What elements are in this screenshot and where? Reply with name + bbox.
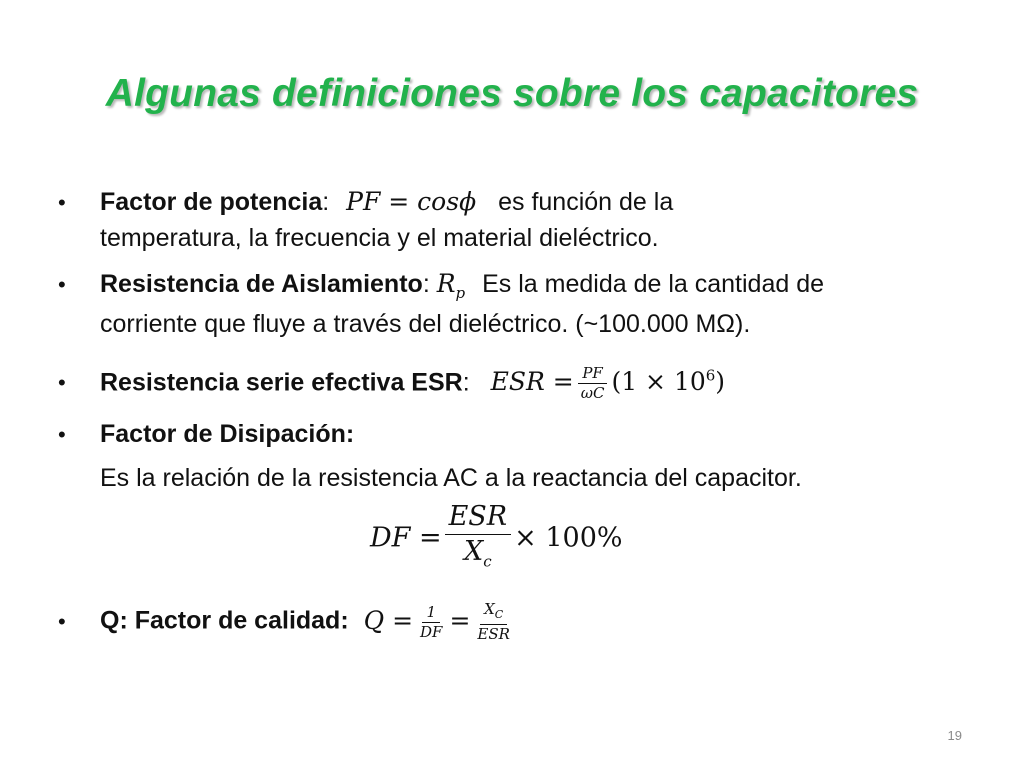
item-label: Q: Factor de calidad: bbox=[100, 606, 349, 635]
item-label: Resistencia de Aislamiento bbox=[100, 270, 423, 298]
df-fraction: $\frac{\text{ESR}}{X_c}$ bbox=[445, 500, 512, 578]
page-number: 19 bbox=[947, 728, 962, 743]
bullet-factor-disipacion bbox=[58, 416, 354, 453]
item-label: Resistencia serie efectiva ESR bbox=[100, 368, 463, 397]
df-formula: DF = $\frac{\text{ESR}}{X_c}$ × 100% bbox=[370, 500, 623, 578]
slide-title: Algunas definiciones sobre los capacitores bbox=[105, 72, 919, 115]
power-factor-formula: PF = cosϕ bbox=[346, 187, 477, 216]
item-text: Es la medida de la cantidad de bbox=[482, 270, 825, 298]
item-continuation: corriente que fluye a través del dieléctrico. (~100.000 MΩ). bbox=[100, 310, 751, 338]
q-fraction-1: $\frac{1}{DF}$ bbox=[420, 602, 443, 641]
bullet-icon: • bbox=[58, 190, 66, 215]
bullet-icon: • bbox=[58, 608, 66, 634]
insulation-resistance-formula: $R_p$ bbox=[436, 269, 466, 302]
bullet-factor-de-potencia: • Factor de potencia: PF = cosϕ es función de la bbox=[58, 184, 673, 221]
bullet-factor-calidad bbox=[58, 600, 517, 644]
q-formula: Q = $\frac{1}{DF}$ = $\frac{X_C}{\text{ESR}}$ bbox=[364, 607, 517, 635]
bullet-icon: • bbox=[58, 272, 66, 297]
item-label: Factor de potencia bbox=[100, 188, 323, 216]
item-text: es función de la bbox=[498, 188, 674, 216]
item-continuation: temperatura, la frecuencia y el material dieléctrico. bbox=[100, 224, 659, 252]
bullet-icon: • bbox=[58, 422, 66, 447]
q-fraction-2: $\frac{X_C}{\text{ESR}}$ bbox=[477, 600, 510, 643]
esr-formula: ESR = $\frac{PF}{\omega C}$ $(1 \times 10^6)$ bbox=[490, 364, 726, 403]
esr-fraction: $\frac{PF}{\omega C}$ bbox=[577, 364, 609, 403]
item-label: Factor de Disipación: bbox=[100, 420, 355, 448]
bullet-esr: • Resistencia serie efectiva ESR: ESR = $\frac{PF}{\omega C}$ $(1 \times 10^6)$ bbox=[58, 364, 726, 403]
bullet-icon: • bbox=[58, 370, 66, 396]
bullet-resistencia-aislamiento: • Resistencia de Aislamiento: $R_p$ Es la medida de la cantidad de bbox=[58, 269, 825, 302]
item-continuation: Es la relación de la resistencia AC a la reactancia del capacitor. bbox=[100, 464, 802, 492]
